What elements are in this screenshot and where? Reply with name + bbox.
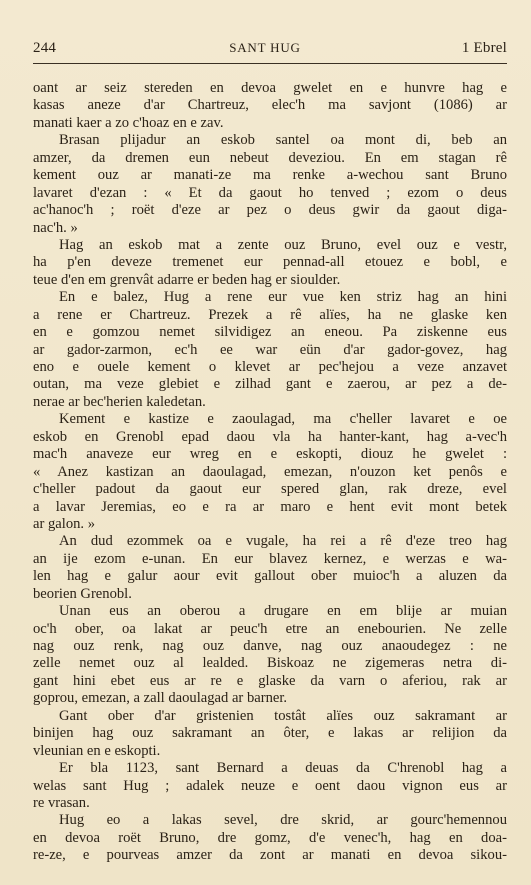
- text-line: An dud ezommek oa e vugale, ha rei a rê d'eze treo hag: [59, 533, 507, 550]
- text-line: goprou, emezan, a zall daoulagad ar barner.: [33, 690, 288, 707]
- text-line: vleunian en e eskopti.: [33, 742, 161, 759]
- text-line: nag ouz renk, nag ouz danve, nag ouz anaoudegez : ne: [33, 638, 507, 654]
- text-line: Er bla 1123, sant Bernard a deuas da C'hrenobl hag a: [59, 760, 507, 777]
- text-line: re-ze, e pourveas amzer da zont ar manati en devoa sikou-: [33, 847, 507, 864]
- text-line: an ije ezom e-unan. En eur blavez kernez, e werzas e wa-: [33, 550, 507, 567]
- text-line: gant hini ebet eus ar re e glaske da varn o aferiou, rak ar: [33, 672, 507, 689]
- text-line: lavaret d'ezan : « Et da gaout ho tenved ; ezom o deus: [33, 184, 507, 201]
- text-line: mac'h anaveze eur wreg en e eskopti, diouz he gwelet :: [33, 446, 507, 463]
- page-number: 244: [33, 40, 57, 56]
- text-line: binijen hag ouz sakramant an ôter, e lakas ar relijion da: [33, 725, 507, 742]
- body-text: [33, 80, 507, 865]
- text-line: ac'hanoc'h ; roët d'eze ar pez o deus gwir da gaout diga-: [33, 202, 507, 219]
- text-line: c'heller padout da gaout eur spered glan, rak dreze, evel: [33, 481, 507, 498]
- text-line: amzer, da dremen eun nebeut deveziou. En em stagan rê: [33, 149, 507, 166]
- text-line: en e gomzou nemet silvidigez an eneou. Pa ziskenne eus: [33, 324, 507, 341]
- text-line: len hag e galur aour evit gallout ober muioc'h a aluzen da: [33, 568, 507, 585]
- text-line: manati kaer a zo c'hoaz en e zav.: [33, 114, 224, 131]
- text-line: kement ouz ar manati-ze ma renke a-wechou sant Bruno: [33, 167, 507, 184]
- text-line: welas sant Hug ; adalek neuze e oent daou vignon eus ar: [33, 777, 507, 794]
- text-line: eskob en Grenobl epad daou vla ha hanter-kant, hag a-vec'h: [33, 428, 507, 445]
- text-line: zelle nemet ouz al lealded. Biskoaz ne zigemeras netra di-: [33, 655, 507, 672]
- running-head: [33, 40, 507, 62]
- text-line: Unan eus an oberou a drugare en em blije ar muian: [59, 603, 507, 620]
- text-line: outan, ma veze glebiet e zilhad gant e zaerou, ar pez a de-: [33, 376, 507, 393]
- text-line: Hug eo a lakas sevel, dre skrid, ar gourc'hemennou: [59, 812, 507, 829]
- text-line: Kement e kastize e zaoulagad, ma c'heller lavaret e oe: [59, 411, 507, 428]
- text-line: « Anez kastizan an daoulagad, emezan, n'ouzon ket penôs e: [33, 463, 507, 480]
- text-line: ar galon. »: [33, 515, 96, 532]
- text-line: teue d'en em grenvât adarre er beden hag er sioulder.: [33, 271, 341, 288]
- text-line: en devoa roët Bruno, dre gomz, d'e venec'h, hag en doa-: [33, 829, 507, 846]
- text-line: ar gador-zarmon, ec'h ee war eün d'ar gador-govez, hag: [33, 341, 507, 358]
- text-line: Gant ober d'ar gristenien tostât alïes ouz sakramant ar: [59, 707, 507, 724]
- text-line: a rene er Chartreuz. Prezek a rê alïes, ha ne glaske ken: [33, 306, 507, 323]
- text-line: En e balez, Hug a rene eur vue ken striz hag an hini: [59, 289, 507, 306]
- text-line: eno e ouele kement o klevet ar pec'hejou a veze anzavet: [33, 359, 507, 375]
- header-rule: [33, 63, 507, 64]
- text-line: oc'h ober, oa lakat ar peuc'h etre an enebourien. Ne zelle: [33, 620, 507, 637]
- text-line: oant ar seiz stereden en devoa gwelet en e hunvre hag e: [33, 80, 507, 96]
- page-date: 1 Ebrel: [461, 40, 507, 56]
- book-title: SANT HUG: [229, 40, 301, 55]
- text-line: nerae ar bec'herien kaledetan.: [33, 393, 206, 410]
- text-line: kasas aneze d'ar Chartreuz, elec'h ma savjont (1086) ar: [33, 97, 507, 114]
- text-line: beorien Grenobl.: [33, 585, 132, 602]
- text-line: a lavar Jeremias, eo e ra ar maro e hent evit mont betek: [33, 498, 507, 515]
- text-line: re vrasan.: [33, 794, 90, 811]
- text-line: Hag an eskob mat a zente ouz Bruno, evel ouz e vestr,: [59, 236, 507, 253]
- text-line: nac'h. »: [33, 219, 78, 236]
- text-line: Brasan plijadur an eskob santel oa mont di, beb an: [59, 132, 507, 149]
- text-line: ha p'en deveze tremenet eur pennad-all etouez e bobl, e: [33, 254, 507, 271]
